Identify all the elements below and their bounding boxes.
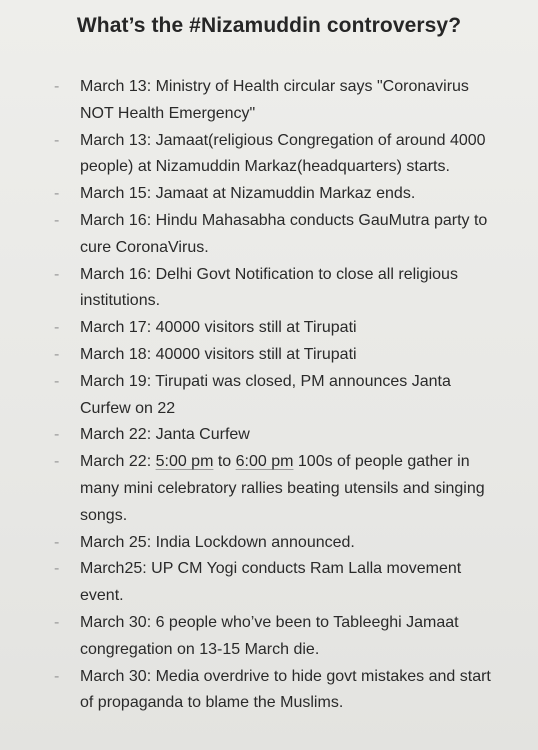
list-item-text: March 19: Tirupati was closed, PM announces Janta Curfew on 22	[80, 372, 451, 417]
list-item	[0, 610, 538, 664]
list-item-suffix: 100s of people gather in many mini celebratory rallies beating utensils and singing songs.	[80, 453, 485, 524]
list-item-text: March 13: Ministry of Health circular says "Coronavirus NOT Health Emergency"	[80, 78, 469, 122]
list-item-text: March 16: Hindu Mahasabha conducts GauMutra party to cure CoronaVirus.	[80, 211, 488, 256]
dash-bullet-icon: -	[54, 265, 60, 283]
list-item	[0, 556, 538, 610]
dash-bullet-icon: -	[54, 426, 60, 444]
list-item	[0, 128, 538, 182]
list-item-text: March 16: Delhi Govt Notification to close all religious institutions.	[80, 265, 458, 310]
list-item-text: March 15: Jamaat at Nizamuddin Markaz ends.	[80, 185, 416, 203]
list-item	[0, 422, 538, 449]
list-item	[0, 262, 538, 316]
dash-bullet-icon: -	[54, 560, 60, 578]
dash-bullet-icon: -	[54, 78, 60, 95]
list-item-text: March 17: 40000 visitors still at Tirupati	[80, 319, 357, 337]
list-item	[0, 369, 538, 423]
list-item-text: March 13: Jamaat(religious Congregation of around 4000 people) at Nizamuddin Markaz(headquarters) starts.	[80, 131, 486, 176]
list-item	[0, 449, 538, 529]
list-item-text: March 22: Janta Curfew	[80, 426, 250, 444]
dash-bullet-icon: -	[54, 131, 60, 149]
dash-bullet-icon: -	[54, 211, 60, 229]
list-item-text: March 30: Media overdrive to hide govt mistakes and start of propaganda to blame the Muslims.	[80, 667, 491, 712]
list-item	[0, 664, 538, 718]
list-item-text: March 18: 40000 visitors still at Tirupati	[80, 345, 357, 363]
dash-bullet-icon: -	[54, 667, 60, 685]
list-item-text: March 25: India Lockdown announced.	[80, 533, 355, 551]
timeline-list	[0, 74, 538, 717]
dash-bullet-icon: -	[54, 319, 60, 337]
list-item-text: March25: UP CM Yogi conducts Ram Lalla movement event.	[80, 560, 462, 605]
dash-bullet-icon: -	[54, 345, 60, 363]
list-item-text	[80, 453, 485, 524]
time-end-link[interactable]: 6:00 pm	[235, 453, 294, 471]
list-item-text: March 30: 6 people who’ve been to Tableeghi Jamaat congregation on 13-15 March die.	[80, 613, 459, 658]
list-item	[0, 342, 538, 369]
time-start-link[interactable]: 5:00 pm	[155, 453, 214, 471]
list-item	[0, 315, 538, 342]
list-item	[0, 181, 538, 208]
list-item-prefix: March 22:	[80, 453, 156, 471]
list-item	[0, 208, 538, 262]
list-item	[0, 530, 538, 557]
dash-bullet-icon: -	[54, 185, 60, 203]
dash-bullet-icon: -	[54, 613, 60, 631]
page-title: What’s the #Nizamuddin controversy?	[76, 14, 462, 37]
dash-bullet-icon: -	[54, 533, 60, 551]
list-item-connector: to	[213, 453, 236, 471]
dash-bullet-icon: -	[54, 372, 60, 390]
dash-bullet-icon: -	[54, 453, 60, 471]
list-item	[0, 74, 538, 128]
